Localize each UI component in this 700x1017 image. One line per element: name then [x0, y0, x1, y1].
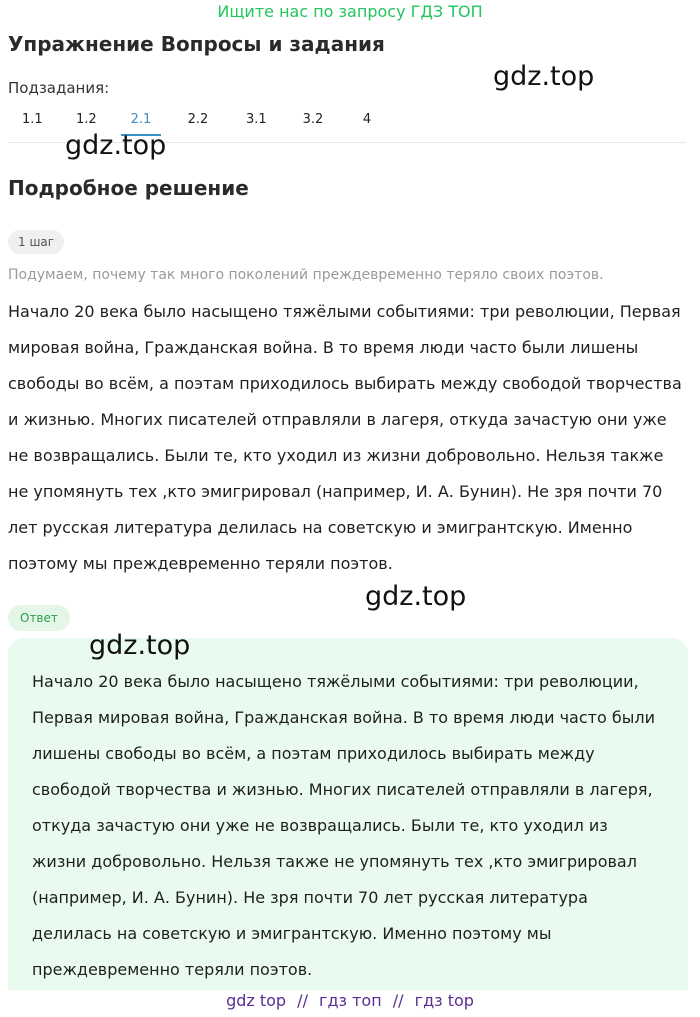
subtask-tab-3-1[interactable]: 3.1	[246, 112, 267, 127]
subtask-tab-2-2[interactable]: 2.2	[187, 112, 209, 127]
footer-link-gdz-top[interactable]: gdz top	[226, 991, 287, 1010]
footer-links	[0, 991, 700, 1010]
footer-separator: //	[392, 991, 404, 1010]
answer-badge: Ответ	[8, 605, 70, 631]
step-badge: 1 шаг	[8, 230, 64, 254]
footer-link-gdz-top-ru[interactable]: гдз топ	[319, 991, 382, 1010]
page-title: Упражнение Вопросы и задания	[8, 32, 385, 56]
footer-separator: //	[297, 991, 308, 1010]
subtask-tab-4[interactable]: 4	[362, 112, 372, 127]
watermark: gdz.top	[365, 581, 467, 612]
subtask-tab-1-2[interactable]: 1.2	[76, 112, 97, 127]
subtask-tab-2-1[interactable]: 2.1	[121, 108, 161, 136]
subtask-tab-3-2[interactable]: 3.2	[302, 112, 324, 127]
answer-box	[8, 638, 688, 990]
subtasks-label: Подзадания:	[8, 79, 110, 97]
watermark: gdz.top	[493, 61, 595, 92]
footer-link-gdz-top-mixed[interactable]: гдз top	[414, 991, 474, 1010]
subtask-tab-1-1[interactable]: 1.1	[22, 112, 43, 127]
promo-banner[interactable]: Ищите нас по запросу ГДЗ ТОП	[217, 2, 483, 21]
solution-text: Начало 20 века было насыщено тяжёлыми событиями: три революции, Первая мировая война, Гражданская война. В то время люди часто были лишены свободы во всём, а поэтам приходилось выбирать между свободой творчества и жизнью. Многих писателей отправляли в лагеря, откуда зачастую они уже не возвращались. Были те, кто уходил из жизни добровольно. Нельзя также не упомянуть тех ,кто эмигрировал (например, И. А. Бунин). Не зря почти 70 лет русская литература делилась на советскую и эмигрантскую. Именно поэтому мы преждевременно теряли поэтов.	[8, 302, 682, 573]
subtasks-tabs	[0, 108, 420, 138]
watermark: gdz.top	[65, 130, 167, 161]
answer-text: Начало 20 века было насыщено тяжёлыми событиями: три революции, Первая мировая война, Гражданская война. В то время люди часто были лишены свободы во всём, а поэтам приходилось выбирать между свободой творчества и жизнью. Многих писателей отправляли в лагеря, откуда зачастую они уже не возвращались. Были те, кто уходил из жизни добровольно. Нельзя также не упомянуть тех ,кто эмигрировал (например, И. А. Бунин). Не зря почти 70 лет русская литература делилась на советскую и эмигрантскую. Именно поэтому мы преждевременно теряли поэтов.	[32, 672, 655, 979]
step-question: Подумаем, почему так много поколений преждевременно теряло своих поэтов.	[8, 267, 604, 283]
watermark: gdz.top	[89, 630, 191, 661]
solution-heading: Подробное решение	[8, 176, 249, 200]
